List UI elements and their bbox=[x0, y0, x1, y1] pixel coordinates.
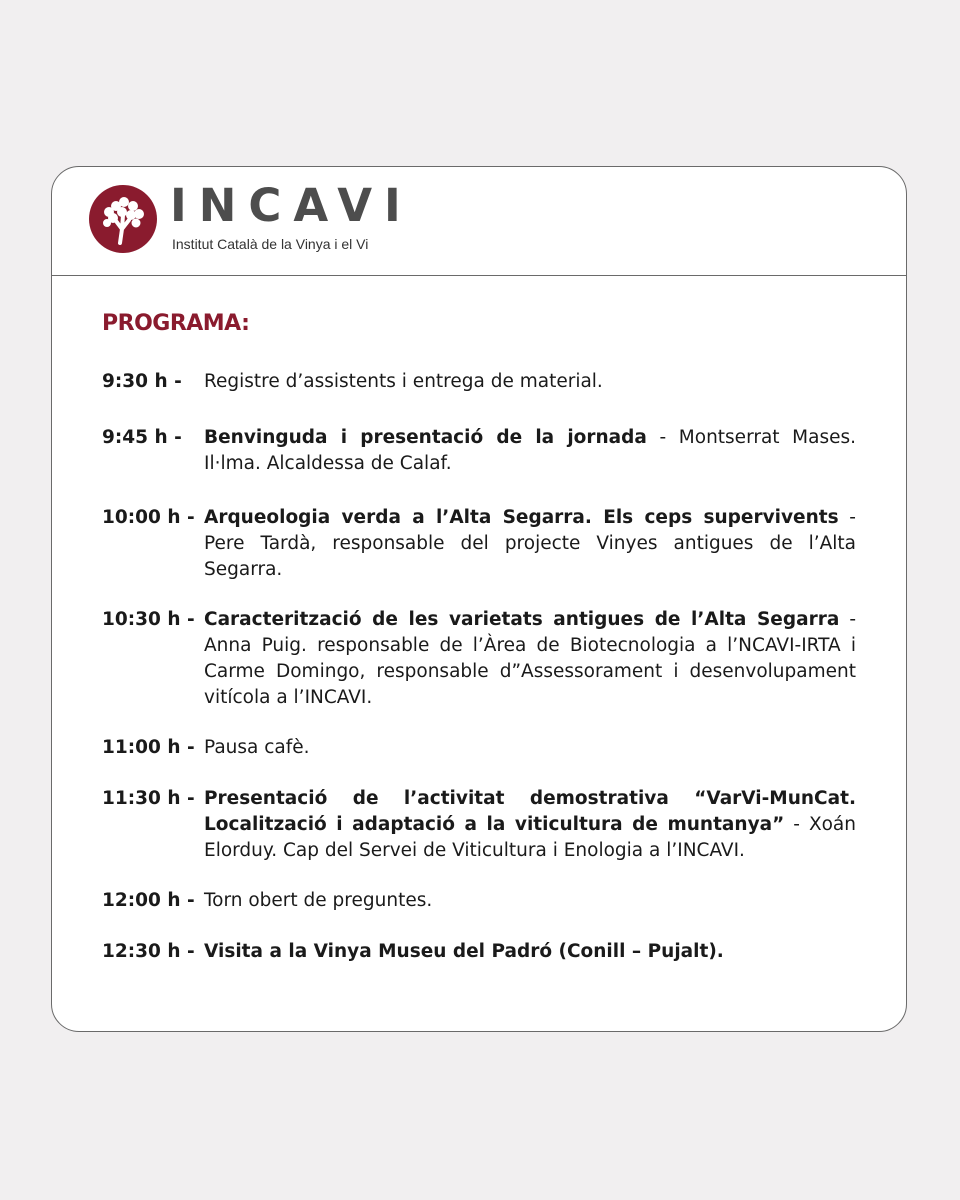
item-text: - Montserrat Mases. Il·lma. Alcaldessa de Calaf. bbox=[204, 427, 856, 474]
item-title: Arqueologia verda a l’Alta Segarra. Els ceps supervivents bbox=[204, 507, 839, 528]
header bbox=[52, 167, 906, 276]
item-time: 9:45 h - bbox=[102, 427, 182, 448]
item-text: Pausa cafè. bbox=[204, 737, 310, 758]
section-title: PROGRAMA: bbox=[102, 311, 250, 336]
item-text: - Anna Puig. responsable de l’Àrea de Biotecnologia a l’NCAVI-IRTA i Carme Domingo, responsable d”Assessorament i desenvolupament vitícola a l’INCAVI. bbox=[204, 609, 856, 708]
item-text: - Xoán Elorduy. Cap del Servei de Viticultura i Enologia a l’INCAVI. bbox=[204, 814, 856, 861]
item-description bbox=[204, 939, 856, 965]
item-description bbox=[204, 505, 856, 583]
item-time: 10:30 h - bbox=[102, 609, 195, 630]
item-time: 9:30 h - bbox=[102, 371, 182, 392]
item-description bbox=[204, 607, 856, 711]
item-title: Caracterització de les varietats antigues de l’Alta Segarra bbox=[204, 609, 840, 630]
item-title: Visita a la Vinya Museu del Padró (Conill – Pujalt). bbox=[204, 941, 724, 962]
item-title: Benvinguda i presentació de la jornada bbox=[204, 427, 647, 448]
item-text: Torn obert de preguntes. bbox=[204, 890, 433, 911]
item-time: 10:00 h - bbox=[102, 507, 195, 528]
item-title: Presentació de l’activitat demostrativa “VarVi-MunCat. Localització i adaptació a la viticultura de muntanya” bbox=[204, 788, 856, 835]
item-time: 12:00 h - bbox=[102, 890, 195, 911]
brand-name: INCAVI bbox=[170, 179, 413, 232]
vine-tree-icon bbox=[89, 185, 157, 253]
item-description bbox=[204, 369, 856, 395]
brand-subtitle: Institut Català de la Vinya i el Vi bbox=[172, 236, 369, 252]
item-text: Registre d’assistents i entrega de material. bbox=[204, 371, 603, 392]
item-text: - Pere Tardà, responsable del projecte Vinyes antigues de l’Alta Segarra. bbox=[204, 507, 856, 580]
program-card bbox=[51, 166, 907, 1032]
item-description bbox=[204, 786, 856, 864]
item-time: 11:30 h - bbox=[102, 788, 195, 809]
item-time: 11:00 h - bbox=[102, 737, 195, 758]
item-description bbox=[204, 888, 856, 914]
item-time: 12:30 h - bbox=[102, 941, 195, 962]
item-description bbox=[204, 735, 856, 761]
item-description bbox=[204, 425, 856, 477]
